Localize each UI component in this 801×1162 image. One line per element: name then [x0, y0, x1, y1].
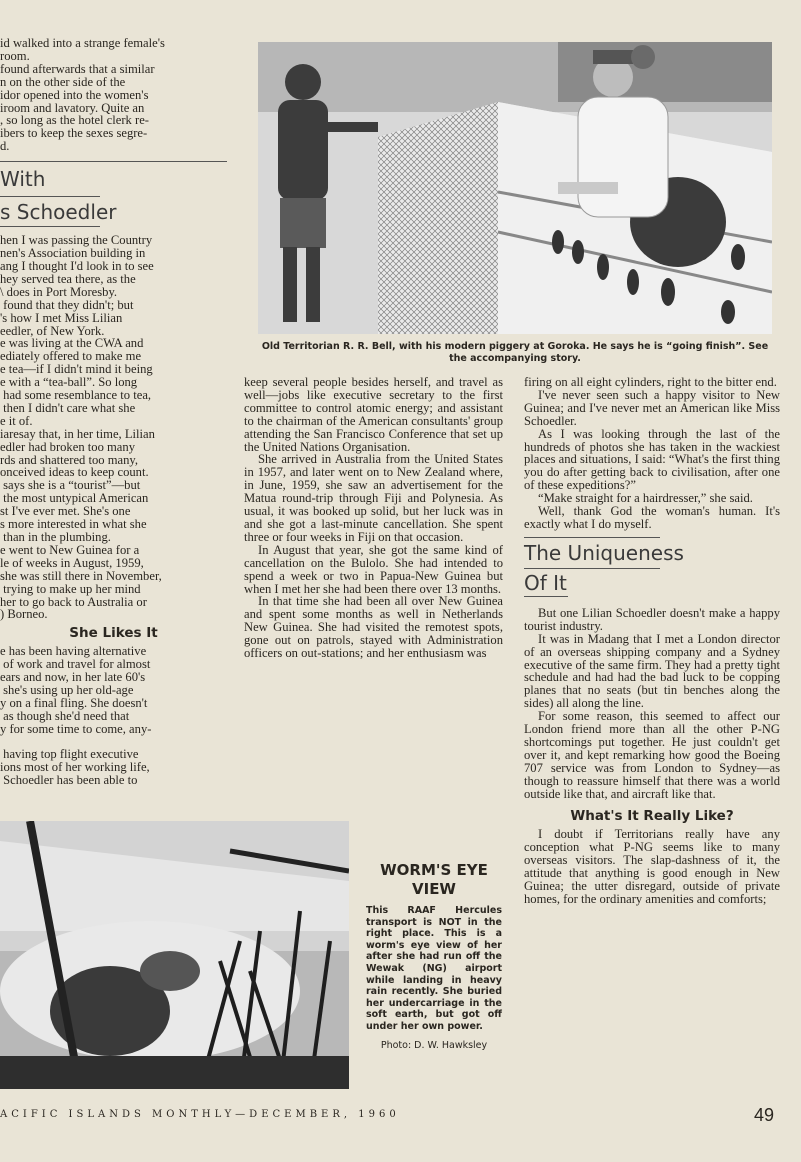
text-line: e has been having alternative	[0, 644, 147, 659]
text-line: st I've ever met. She's one	[0, 504, 131, 519]
text-line: s more interested in what she	[0, 517, 147, 532]
text-line: idor opened into the women's	[0, 87, 149, 102]
footer-masthead: ACIFIC ISLANDS MONTHLY—DECEMBER, 1960	[0, 1109, 400, 1120]
subheading-she-likes-it: She Likes It	[69, 625, 158, 642]
text-line: she's using up her old-age	[0, 682, 134, 697]
text-line: the most untypical American	[0, 491, 149, 506]
paragraph: For some reason, this seemed to affect our London friend more than all the other P-NG shortcomings put together. He just couldn't get over it, and kept remarking how good the Boeing 707 service was from London to Sydney—as though to reassure himself that there was a world outside like that, and aircraft like that.	[524, 709, 780, 801]
text-line: e tea—if I didn't mind it being	[0, 362, 153, 377]
text-line: ang I thought I'd look in to see	[0, 258, 154, 273]
text-line: e was living at the CWA and	[0, 336, 144, 351]
text-line: hey served tea there, as the	[0, 271, 136, 286]
text-line: hen I was passing the Country	[0, 233, 153, 248]
text-line: says she is a “tourist”—but	[0, 478, 141, 493]
column-right	[524, 376, 780, 906]
text-line: as though she'd need that	[0, 708, 130, 723]
photo-credit: Photo: D. W. Hawksley	[380, 1039, 488, 1051]
heading-rule	[524, 537, 660, 538]
hercules-photo-image	[0, 821, 349, 1089]
worms-eye-title-2: VIEW	[412, 880, 456, 898]
text-line: trying to make up her mind	[0, 581, 141, 596]
paragraph: I've never seen such a happy visitor to New Guinea; and I've never met an American like Miss Schoedler.	[524, 387, 780, 428]
text-line: room.	[0, 48, 30, 63]
text-line: rds and shattered too many,	[0, 452, 139, 467]
hercules-photo	[0, 821, 349, 1089]
text-line: having top flight executive	[0, 747, 139, 762]
text-line: d.	[0, 139, 10, 154]
text-line: ibers to keep the sexes segre-	[0, 126, 148, 141]
paragraph: As I was looking through the last of the hundreds of photos she has taken in the wackiest places and situations, I said: “What's the first thing you do after getting back to civilisation, after one of these expeditions?”	[524, 426, 780, 493]
column-left-text-bottom	[0, 645, 227, 787]
worms-eye-title: WORM'S EYE	[380, 861, 488, 879]
paragraph: It was in Madang that I met a London director of an overseas shipping company and a Sydney executive of the same firm. They had a pretty tight schedule and had had the bad luck to be copping planes that no seats (but tin benches along the sides) all along the line.	[524, 631, 780, 711]
page-number: 49	[754, 1105, 775, 1125]
text-line: e with a “tea-ball”. So long	[0, 375, 138, 390]
text-line: e it of.	[0, 413, 33, 428]
column-left	[0, 37, 227, 787]
text-line: found afterwards that a similar	[0, 61, 155, 76]
section-heading-of-it: Of It	[524, 570, 567, 595]
worms-eye-box	[366, 861, 502, 1051]
text-line: Schoedler has been able to	[0, 773, 138, 788]
heading-rule	[524, 596, 568, 597]
heading-rule	[524, 568, 660, 569]
paragraph: “Make straight for a hairdresser,” she said.	[538, 491, 753, 506]
text-line: of work and travel for almost	[0, 657, 151, 672]
paragraph: I doubt if Territorians really have any conception what P-NG seems like to many overseas visitors. The slap-dashness of it, the attitude that anything is good enough in New Guinea; the utter disregard, outside of private homes, for the ordinary amenities and comforts;	[524, 827, 780, 906]
text-line: eedler, of New York.	[0, 323, 105, 338]
text-line: had some resemblance to tea,	[0, 388, 152, 403]
paragraph: Well, thank God the woman's human. It's exactly what I do myself.	[524, 504, 780, 531]
worms-eye-body: This RAAF Hercules transport is NOT in the right place. This is a worm's eye view of her after she had run off the Wewak (NG) airport while landing in heavy rain recently. She buried her undercarriage in the soft earth, but got off under her own power.	[366, 905, 502, 1032]
text-line: iaresay that, in her time, Lilian	[0, 426, 155, 441]
text-line: than in the plumbing.	[0, 530, 111, 544]
text-line: onceived ideas to keep count.	[0, 465, 149, 480]
heading-rule	[0, 226, 100, 227]
column-left-text-mid	[0, 234, 227, 621]
text-line: then I didn't care what she	[0, 400, 136, 415]
text-line: id walked into a strange female's	[0, 36, 165, 50]
paragraph: keep several people besides herself, and travel as well—jobs like executive secretary to the first committee to control atomic energy; and assistant to the chairman of the American consultants' group attending the San Francisco Conference that set up the United Nations Organisation.	[244, 375, 503, 454]
text-line: edler had broken too many	[0, 439, 135, 454]
piggery-photo-image	[258, 42, 772, 334]
paragraph: In August that year, she got the same kind of cancellation on the Bulolo. She had intended to spend a week or two in Papua-New Guinea but when I met her she had been there over 13 months.	[244, 542, 503, 596]
text-line: y for some time to come, any-	[0, 721, 152, 736]
paragraph: She arrived in Australia from the United States in 1957, and later went on to New Zealand where, in June, 1959, she saw an advertisement for the Matua round-trip through Fiji and Polynesia. As usual, it was booked up solid, but her luck was in and she got a last-minute cancellation. She spent three or four weeks in Fiji on that occasion.	[244, 452, 503, 544]
text-line: ions most of her working life,	[0, 760, 150, 775]
piggery-photo	[258, 42, 772, 334]
paragraph: firing on all eight cylinders, right to the bitter end.	[524, 375, 777, 389]
column-left-text-top	[0, 37, 227, 153]
text-line: ediately offered to make me	[0, 349, 142, 364]
text-line: iroom and lavatory. Quite an	[0, 100, 145, 115]
text-line: n on the other side of the	[0, 74, 126, 89]
section-heading-uniqueness: The Uniqueness	[524, 540, 684, 565]
paragraph: In that time she had been all over New Guinea and spent some months as well in Netherlands New Guinea. She had visited the remotest spots, gone out on patrols, stayed with Administration officers on out-stations; and her enthusiasm was	[244, 594, 503, 661]
text-line: found that they didn't; but	[0, 297, 134, 312]
text-line: \ does in Port Moresby.	[0, 284, 118, 299]
text-line: e went to New Guinea for a	[0, 542, 140, 557]
text-line: ears and now, in her late 60's	[0, 670, 146, 685]
section-heading-with: With	[0, 167, 46, 192]
text-line: nen's Association building in	[0, 246, 146, 261]
text-line: le of weeks in August, 1959,	[0, 555, 144, 570]
text-line: y on a final fling. She doesn't	[0, 695, 148, 710]
text-line: she was still there in November,	[0, 568, 162, 583]
heading-rule	[0, 161, 227, 162]
section-heading-schoedler: s Schoedler	[0, 200, 117, 225]
text-line: 's how I met Miss Lilian	[0, 310, 123, 325]
text-line: her to go back to Australia or	[0, 594, 147, 609]
column-middle	[244, 376, 503, 660]
text-line: ) Borneo.	[0, 607, 48, 622]
paragraph: But one Lilian Schoedler doesn't make a happy tourist industry.	[524, 605, 780, 633]
piggery-photo-caption: Old Territorian R. R. Bell, with his modern piggery at Goroka. He says he is “going finish”. See the accompanying story.	[261, 341, 769, 364]
heading-rule	[0, 196, 100, 197]
subheading-what-its-like: What's It Really Like?	[570, 808, 734, 825]
text-line: , so long as the hotel clerk re-	[0, 113, 149, 128]
